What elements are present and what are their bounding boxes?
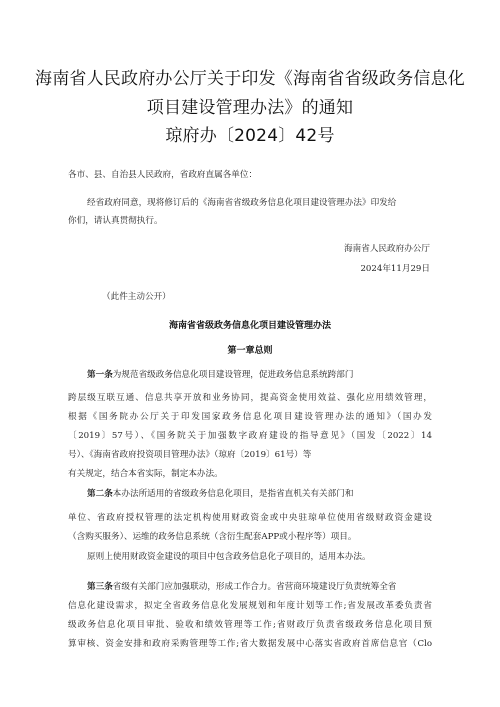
article-2-lead: 本办法所适用的省级政务信息化项目，是指省直机关有关部门和 [112,489,354,499]
article-1-first-line [87,368,432,380]
article-3-lead: 省级有关部门应加强联动，形成工作合力。省营商环境建设厅负责统筹全省 [112,582,397,592]
article-2-first-line [87,487,432,499]
article-2-paragraph-2: 原则上使用财政资金建设的项目中包含政务信息化子项目的，适用本办法。 [87,552,371,562]
document-number: 琼府办〔2024〕42号 [165,126,335,146]
article-2-label: 第二条 [87,489,113,499]
article-1-label: 第一条 [87,370,113,380]
notice-title-line-1: 海南省人民政府办公厅关于印发《海南省省级政务信息化 [35,69,465,89]
notice-title-line-2: 项目建设管理办法》的通知 [146,98,354,118]
issue-date: 2024年11月29日 [360,264,430,274]
notice-body-line-2: 你们，请认真贯彻执行。 [68,216,163,226]
article-1-line: 〔2019〕57号）、《国务院关于加强数字政府建设的指导意见》（国发〔2022〕14 [68,431,432,441]
article-1-lead: 为规范省级政务信息化项目建设管理，促进政务信息系统跨部门 [112,370,354,380]
article-1-line: 号）、《海南省政府投资项目管理办法》（琼府〔2019〕61号）等 [68,450,312,460]
article-1-line: 有关规定，结合本省实际，制定本办法。 [68,469,223,479]
article-3-line: 算审核、资金安排和政府采购管理等工作;省大数据发展中心落实省政府首席信息官（Clo [68,639,432,649]
measures-title: 海南省省级政务信息化项目建设管理办法 [168,321,331,331]
article-1-line: 根据《国务院办公厅关于印发国家政务信息化项目建设管理办法的通知》（国办发 [68,412,432,422]
issuing-office: 海南省人民政府办公厅 [344,244,430,254]
article-1-line: 跨层级互联互通、信息共享开放和业务协同，提高资金使用效益、强化应用绩效管理， [68,393,432,403]
notice-body-line-1: 经省政府同意，现将修订后的《海南省省级政务信息化项目建设管理办法》印发给 [87,198,397,208]
disclosure-note: （此件主动公开） [102,292,171,302]
addressees: 各市、县、自治县人民政府，省政府直属各单位： [68,170,258,180]
article-3-line: 级政务信息化项目审批、验收和绩效管理等工作;省财政厅负责省级政务信息化项目预 [68,620,432,630]
article-3-first-line [87,580,432,592]
chapter-1-title: 第一章总则 [227,346,273,356]
article-2-line: （含购买服务）、运维的政务信息系统（含衍生配套APP或小程序等）项目。 [68,532,357,542]
article-3-label: 第三条 [87,582,113,592]
article-2-line: 单位、省政府授权管理的法定机构使用财政资金或中央驻琼单位使用省级财政资金建设 [68,513,432,523]
article-3-line: 信息化建设需求，拟定全省政务信息化发展规划和年度计划等工作;省发展改革委负责省 [68,601,432,611]
